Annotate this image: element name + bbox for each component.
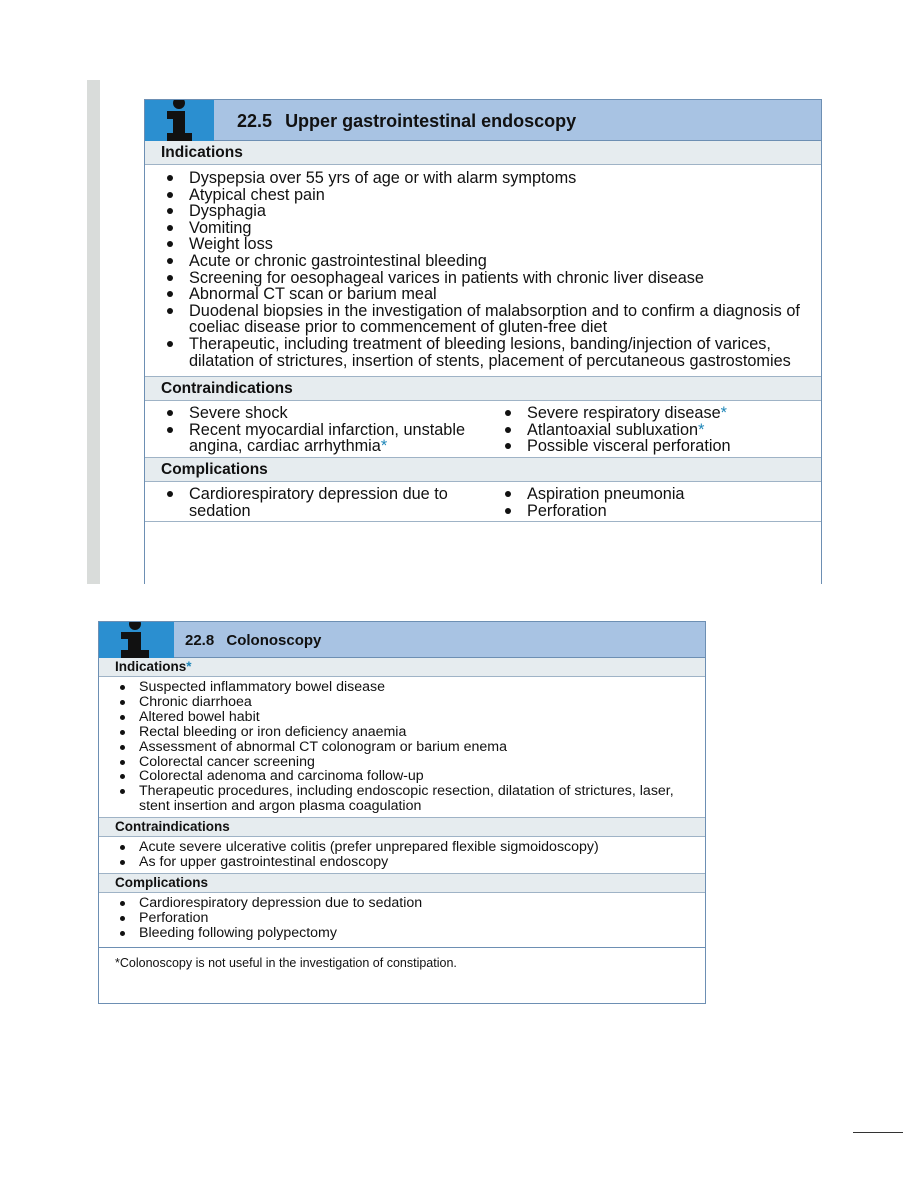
section-heading-indications [99,658,705,677]
section-heading-indications: Indications [145,141,821,165]
asterisk: * [698,420,705,439]
asterisk: * [380,437,388,456]
list-item: As for upper gastrointestinal endoscopy [139,855,697,870]
list-item: Atypical chest pain [189,187,811,204]
list-item: Chronic diarrhoea [139,695,697,710]
complications-left [145,482,485,521]
indications-list [145,165,821,377]
complications-list [99,893,705,947]
list-item: Aspiration pneumonia [527,484,685,503]
box-title-text: Colonoscopy [226,632,322,649]
list-item-text: Possible visceral perforation [527,437,731,456]
list-item: Rectal bleeding or iron deficiency anaemia [139,725,697,740]
info-box-upper-gi-endoscopy [144,99,822,584]
section-heading-complications: Complications [99,874,705,893]
list-item: Screening for oesophageal varices in patients with chronic liver disease [189,270,811,287]
box-number: 22.8 [185,632,215,649]
list-item [527,422,731,439]
page-number-rule [853,1132,903,1133]
list-item: Assessment of abnormal CT colonogram or barium enema [139,740,697,755]
section-label: Indications [115,659,187,674]
list-item: Colorectal cancer screening [139,755,697,770]
complications-right [485,482,685,521]
list-item: Perforation [527,503,685,520]
box-title [185,632,321,649]
info-box-colonoscopy [98,621,706,1004]
section-heading-complications: Complications [145,458,821,482]
list-item [527,438,731,455]
list-item: Vomiting [189,220,811,237]
section-heading-contraindications: Contraindications [145,377,821,401]
box-number: 22.5 [237,111,273,131]
box-header [145,99,821,141]
footnote: *Colonoscopy is not useful in the investigation of constipation. [99,947,705,982]
list-item: Weight loss [189,236,811,253]
box-title [237,111,576,132]
list-item [189,422,485,455]
list-item [189,405,485,422]
list-item-text: Severe respiratory disease [527,404,721,423]
indications-list [99,677,705,818]
contraindications-left [145,401,485,457]
list-item-text: Atlantoaxial subluxation [527,420,699,439]
page-margin-bar [87,80,100,584]
info-icon [99,622,174,658]
list-item [527,405,731,422]
list-item: Therapeutic procedures, including endoscopic resection, dilatation of strictures, laser, stent insertion and argon plasma coagulation [139,784,697,814]
list-item-text: Severe shock [189,404,288,423]
list-item: Cardiorespiratory depression due to sedation [139,896,697,911]
list-item: Abnormal CT scan or barium meal [189,286,811,303]
info-icon [145,100,214,141]
list-item: Acute or chronic gastrointestinal bleeding [189,253,811,270]
section-heading-contraindications: Contraindications [99,818,705,837]
contraindications-list [99,837,705,874]
list-item-text: Recent myocardial infarction, unstable angina, cardiac arrhythmia [189,420,466,456]
contraindications-columns [145,401,821,458]
list-item: Duodenal biopsies in the investigation of malabsorption and to confirm a diagnosis of coeliac disease prior to commencement of gluten-free diet [189,303,811,336]
box-header [99,622,705,658]
list-item: Altered bowel habit [139,710,697,725]
list-item: Acute severe ulcerative colitis (prefer unprepared flexible sigmoidoscopy) [139,840,697,855]
asterisk: * [720,404,728,423]
list-item: Suspected inflammatory bowel disease [139,680,697,695]
box-title-text: Upper gastrointestinal endoscopy [285,111,577,131]
asterisk: * [186,659,192,674]
list-item: Colorectal adenoma and carcinoma follow-up [139,769,697,784]
list-item: Cardiorespiratory depression due to sedation [189,486,485,519]
list-item: Dyspepsia over 55 yrs of age or with alarm symptoms [189,170,811,187]
list-item: Dysphagia [189,203,811,220]
list-item: Therapeutic, including treatment of bleeding lesions, banding/injection of varices, dilatation of strictures, insertion of stents, placement of percutaneous gastrostomies [189,336,811,369]
list-item: Bleeding following polypectomy [139,926,697,941]
contraindications-right [485,401,731,457]
list-item: Perforation [139,911,697,926]
complications-columns [145,482,821,522]
